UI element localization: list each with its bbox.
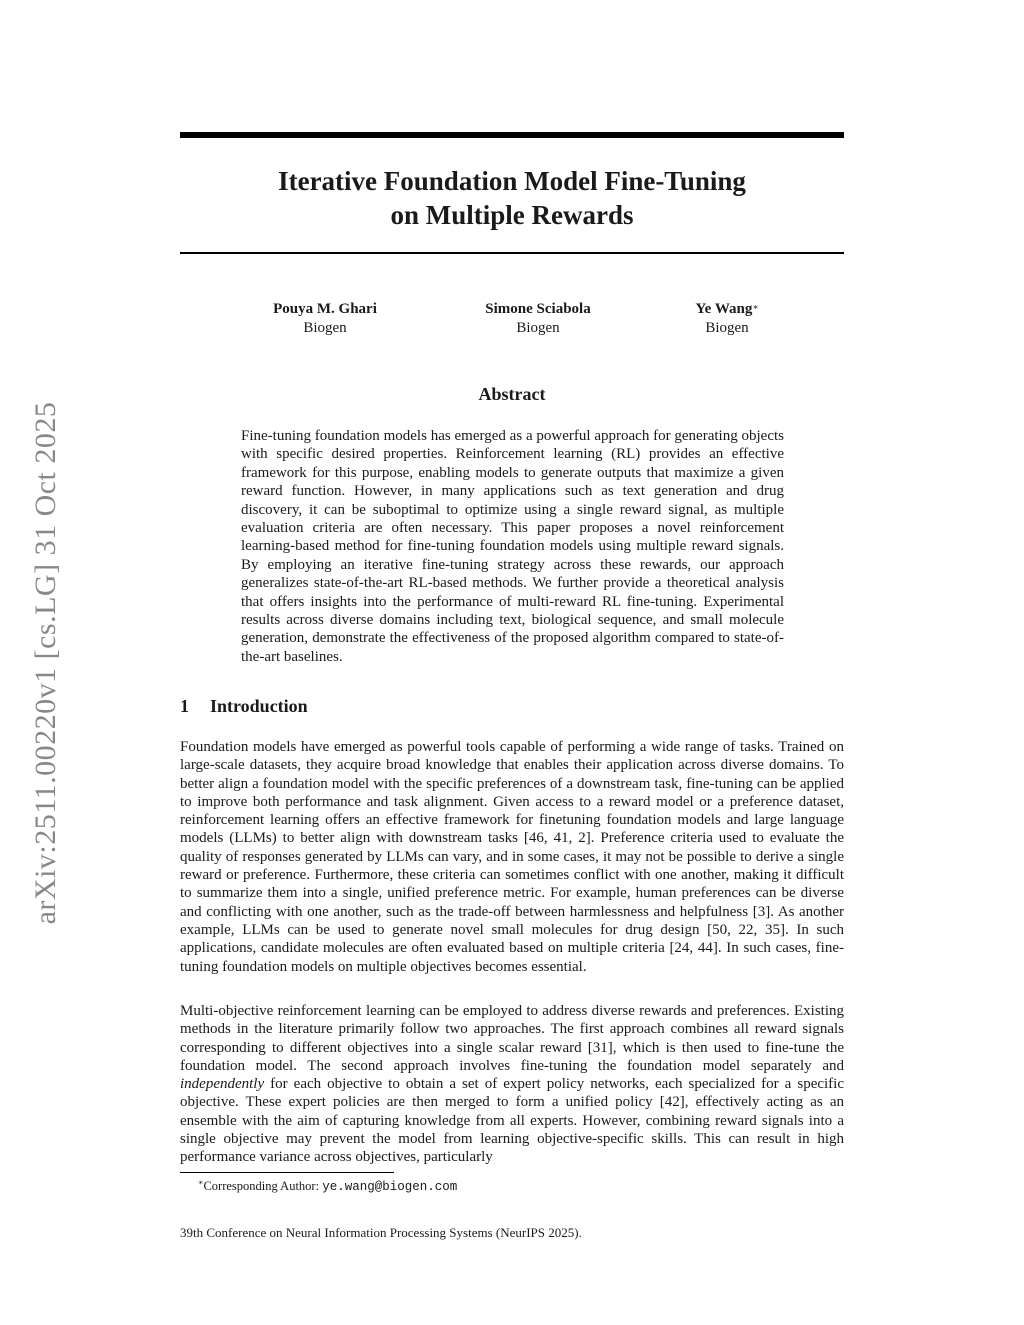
author-name: Ye Wang∗ bbox=[695, 301, 759, 317]
abstract-body: Fine-tuning foundation models has emerged as a powerful approach for generating objects with specific desired properties. Reinforcement learning (RL) provides an effective framework for this purpose, enabling models to generate outputs that maximize a given reward function. However, in many applications such as text generation and drug discovery, it can be suboptimal to optimize using a single reward signal, as multiple evaluation criteria are often necessary. This paper proposes a novel reinforcement learning-based method for fine-tuning foundation models using multiple reward signals. By employing an iterative fine-tuning strategy across these rewards, our approach generalizes state-of-the-art RL-based methods. We further provide a theoretical analysis that offers insights into the performance of multi-reward RL fine-tuning. Experimental results across diverse domains including text, biological sequence, and small molecule generation, demonstrate the effectiveness of the proposed algorithm compared to state-of-the-art baselines. bbox=[241, 428, 784, 665]
section-title: Introduction bbox=[210, 696, 308, 716]
emphasis: independently bbox=[180, 1076, 265, 1093]
title-top-rule bbox=[180, 132, 844, 138]
title-bottom-rule bbox=[180, 252, 844, 254]
author-affiliation: Biogen bbox=[303, 320, 347, 336]
paper-title bbox=[180, 164, 844, 232]
venue-line: 39th Conference on Neural Information Processing Systems (NeurIPS 2025). bbox=[180, 1225, 582, 1240]
author-block-2 bbox=[438, 300, 638, 338]
abstract-heading: Abstract bbox=[478, 384, 546, 404]
footnote: ∗Corresponding Author: ye.wang@biogen.com bbox=[198, 1178, 458, 1194]
footnote-rule bbox=[180, 1172, 394, 1173]
corresponding-mark: ∗ bbox=[752, 302, 759, 312]
title-line-1: Iterative Foundation Model Fine-Tuning bbox=[278, 166, 746, 196]
author-name: Pouya M. Ghari bbox=[273, 301, 377, 317]
email-link[interactable]: ye.wang@biogen.com bbox=[322, 1180, 458, 1194]
section-heading bbox=[180, 696, 308, 717]
author-affiliation: Biogen bbox=[705, 320, 749, 336]
title-line-2: on Multiple Rewards bbox=[390, 200, 634, 230]
footnote-mark: ∗ bbox=[198, 1178, 204, 1187]
section-number: 1 bbox=[180, 696, 189, 716]
author-block-1 bbox=[225, 300, 425, 338]
author-name: Simone Sciabola bbox=[485, 301, 591, 317]
arxiv-stamp: arXiv:2511.00220v1 [cs.LG] 31 Oct 2025 bbox=[29, 401, 62, 925]
intro-paragraph-1: Foundation models have emerged as powerful tools capable of performing a wide range of tasks. Trained on large-scale datasets, they acquire broad knowledge that enables their application across diverse domains. To better align a foundation model with the specific preferences of a downstream task, fine-tuning can be applied to improve both performance and task alignment. Given access to a reward model or a preference dataset, reinforcement learning offers an effective framework for finetuning foundation models and large language models (LLMs) to better align with downstream tasks [46, 41, 2]. Preference criteria used to evaluate the quality of responses generated by LLMs can vary, and in some cases, it may not be possible to derive a single reward or preference. Furthermore, these criteria can sometimes conflict with one another, making it difficult to summarize them into a single, unified preference metric. For example, human preferences can be diverse and conflicting with one another, such as the trade-off between harmlessness and helpfulness [3]. As another example, LLMs can be used to generate novel small molecules for drug design [50, 22, 35]. In such applications, candidate molecules are often evaluated based on multiple criteria [24, 44]. In such cases, fine-tuning foundation models on multiple objectives becomes essential. bbox=[180, 739, 844, 975]
intro-paragraph-2: Multi-objective reinforcement learning can be employed to address diverse rewards and preferences. Existing methods in the literature primarily follow two approaches. The first approach combines all reward signals corresponding to different objectives into a single scalar reward [31], which is then used to fine-tune the foundation model. The second approach involves fine-tuning the foundation model separately and independently for each objective to obtain a set of expert policy networks, each specialized for a specific objective. These expert policies are then merged to form a unified policy [42], effectively acting as an ensemble with the aim of capturing knowledge from all experts. However, combining reward signals into a single objective may prevent the model from learning objective-specific skills. This can result in high performance variance across objectives, particularly bbox=[180, 1003, 844, 1166]
author-block-3 bbox=[627, 300, 827, 338]
author-affiliation: Biogen bbox=[516, 320, 560, 336]
